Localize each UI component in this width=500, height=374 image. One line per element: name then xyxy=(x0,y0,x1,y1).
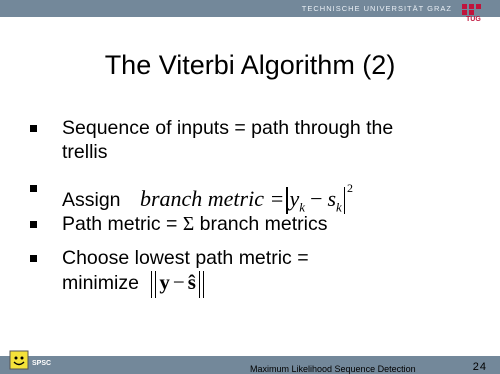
formula-sub: k xyxy=(299,199,306,215)
bullet-square-icon xyxy=(30,221,37,228)
norm-bar-left xyxy=(151,271,156,298)
norm-minus: − xyxy=(172,270,185,294)
norm-bar-right xyxy=(199,271,204,298)
norm-s: ŝ xyxy=(187,270,196,294)
slide-title: The Viterbi Algorithm (2) xyxy=(104,50,396,80)
bullet-square-icon xyxy=(30,125,37,132)
formula-s: s xyxy=(327,186,337,211)
bullet-square-icon xyxy=(30,255,37,262)
bullet-text: branch metrics xyxy=(194,213,328,235)
formula-exp: 2 xyxy=(347,181,354,195)
page-number: 24 xyxy=(472,361,487,373)
bullet-label: Assign xyxy=(62,189,121,211)
formula-minus: − xyxy=(310,186,323,211)
abs-bar-right xyxy=(344,187,345,214)
formula-y: y xyxy=(289,186,300,211)
abs-bar-left xyxy=(286,187,287,214)
university-name: TECHNISCHE UNIVERSITÄT GRAZ xyxy=(301,4,452,13)
bullet-square-icon xyxy=(30,185,37,192)
footer-caption: Maximum Likelihood Sequence Detection xyxy=(250,364,416,374)
tug-logo-icon xyxy=(460,2,494,22)
formula-lhs: branch metric = xyxy=(139,186,285,211)
sigma-symbol: Σ xyxy=(182,214,195,235)
smiley-logo-icon xyxy=(8,349,30,371)
bullet-line: Choose lowest path metric = xyxy=(62,247,309,269)
norm-formula xyxy=(148,270,207,294)
bullet-line: trellis xyxy=(62,141,108,163)
group-label: SPSC xyxy=(32,360,52,367)
bullet-line: Sequence of inputs = path through the xyxy=(62,117,394,139)
bullet-text: Path metric = xyxy=(62,213,183,235)
formula-sub: k xyxy=(336,199,342,215)
bullet-line: minimize xyxy=(62,272,139,294)
branch-metric-formula xyxy=(139,181,354,215)
norm-y: y xyxy=(159,270,170,294)
logo-text: TUG xyxy=(466,16,481,22)
